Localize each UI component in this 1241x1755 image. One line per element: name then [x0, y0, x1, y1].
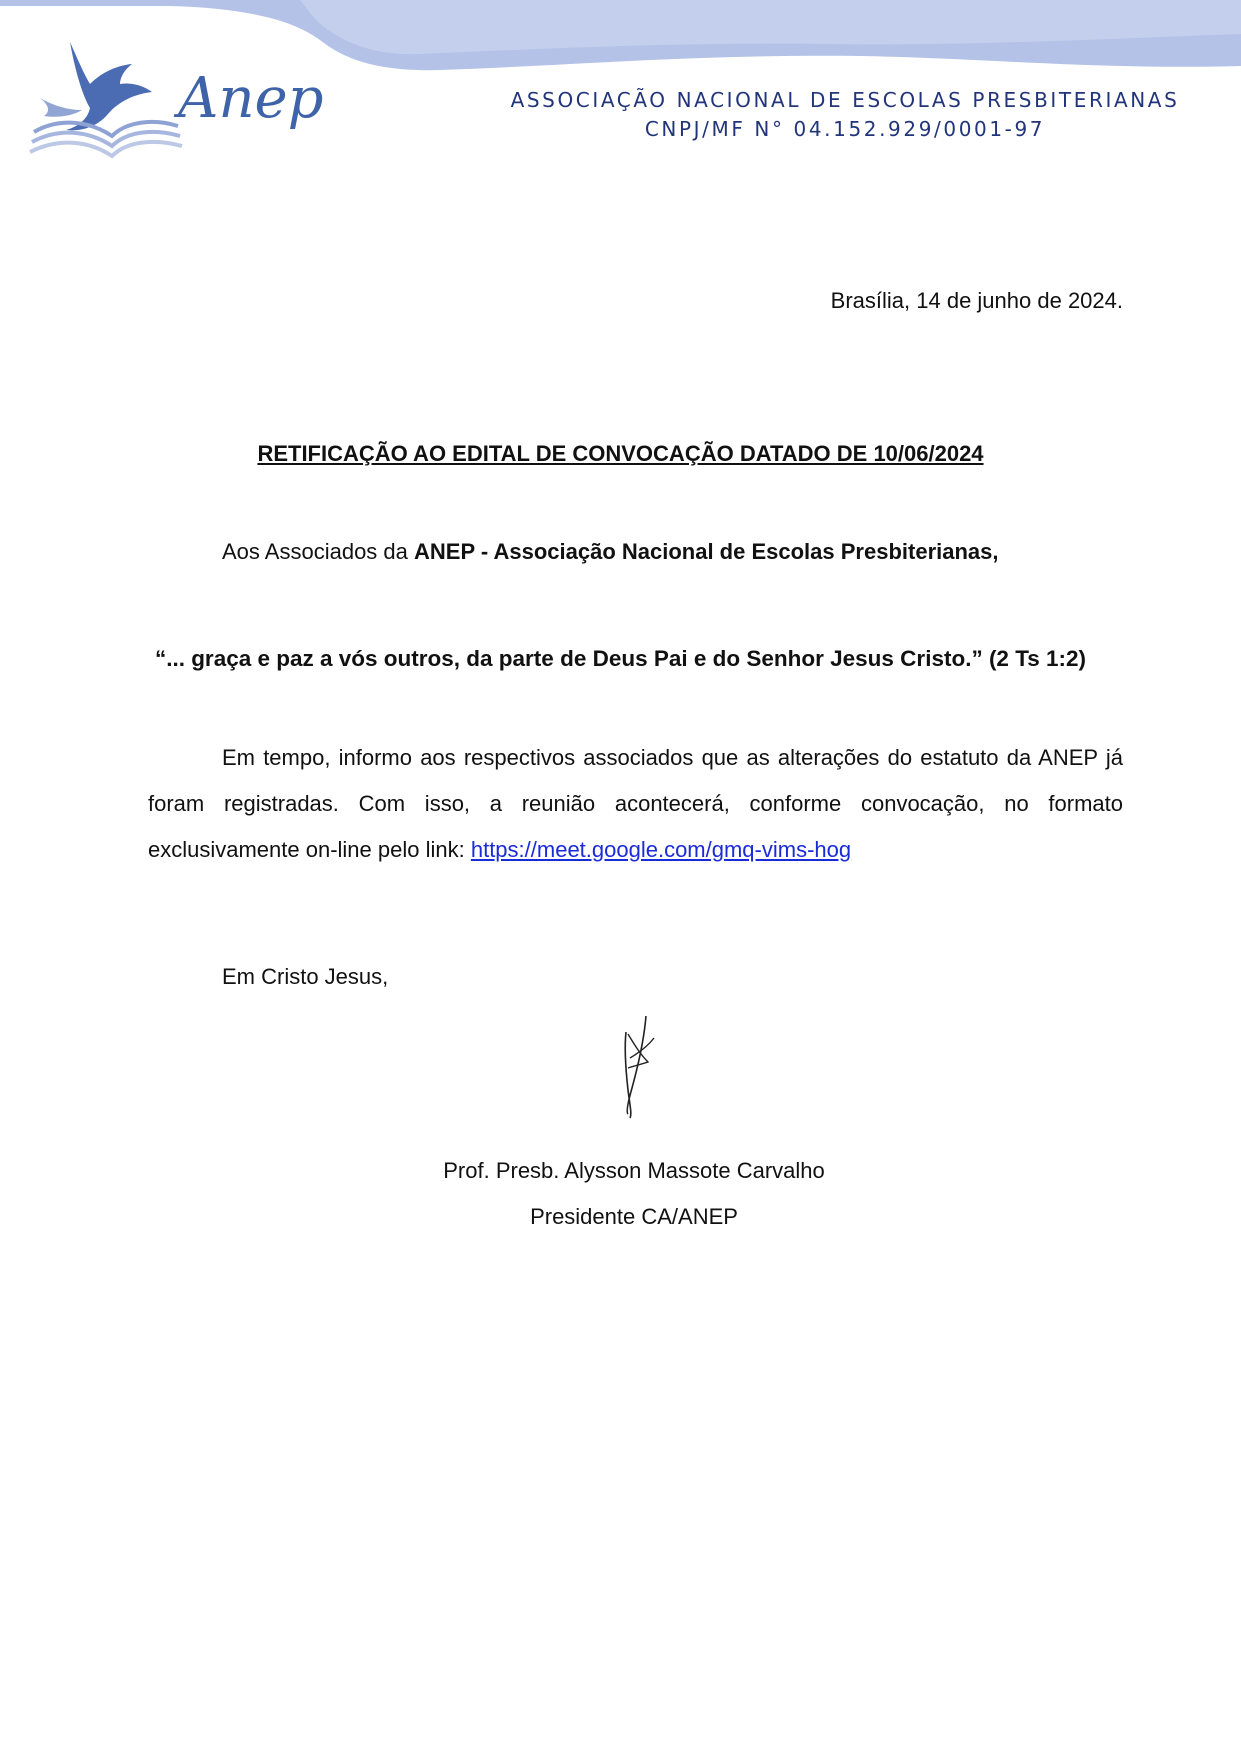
signer-block [0, 1148, 1241, 1240]
organization-header [495, 86, 1195, 144]
letter-body [148, 735, 1123, 873]
bible-quote: “... graça e paz a vós outros, da parte de Deus Pai e do Senhor Jesus Cristo.” (2 Ts 1:2) [154, 646, 1087, 671]
signer-name: Prof. Presb. Alysson Massote Carvalho [443, 1158, 825, 1183]
greeting-prefix: Aos Associados da [222, 539, 415, 564]
signer-title: Presidente CA/ANEP [530, 1204, 738, 1229]
letter-closing: Em Cristo Jesus, [222, 964, 389, 989]
letter-title: RETIFICAÇÃO AO EDITAL DE CONVOCAÇÃO DATADO DE 10/06/2024 [257, 441, 984, 466]
body-text: Em tempo, informo aos respectivos associados que as alterações do estatuto da ANEP já foram registradas. Com isso, a reunião acontecerá, conforme convocação, no formato exclusivamente on-line pelo link: [148, 745, 1123, 862]
organization-name: ASSOCIAÇÃO NACIONAL DE ESCOLAS PRESBITERIANAS [510, 88, 1180, 112]
logo-wordmark: Anep [178, 66, 324, 131]
letter-greeting [222, 539, 999, 565]
anep-logo [28, 36, 348, 166]
handwritten-signature [606, 1010, 696, 1120]
organization-cnpj: CNPJ/MF N° 04.152.929/0001-97 [644, 117, 1046, 141]
letter-date: Brasília, 14 de junho de 2024. [830, 288, 1123, 313]
meeting-link[interactable]: https://meet.google.com/gmq-vims-hog [470, 837, 852, 862]
greeting-organization: ANEP - Associação Nacional de Escolas Presbiterianas, [414, 539, 999, 564]
